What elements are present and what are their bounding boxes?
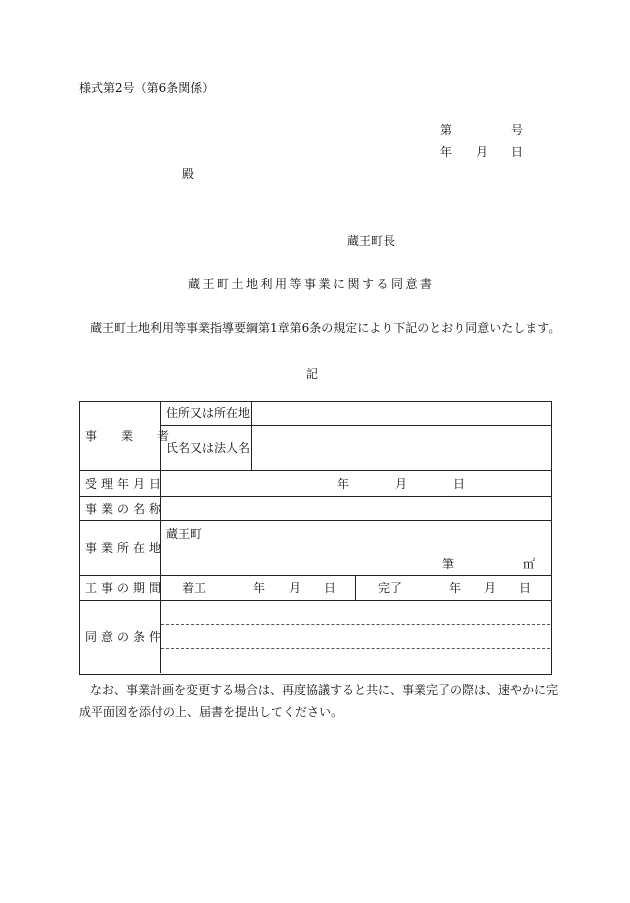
date-day: 日 — [511, 145, 524, 159]
start-label: 着工 — [182, 581, 207, 595]
ki-marker: 記 — [306, 367, 319, 381]
receipt-day: 日 — [453, 477, 466, 491]
document-title: 蔵王町土地利用等事業に関する同意書 — [188, 277, 435, 291]
date-year: 年 — [440, 145, 453, 159]
receipt-year: 年 — [337, 477, 350, 491]
lot-label: 筆 — [442, 557, 455, 571]
note-line-2: 成平面図を添付の上、届書を提出してください。 — [79, 705, 344, 719]
project-name-label: 事業の名称 — [85, 502, 166, 516]
location-prefix: 蔵王町 — [166, 527, 203, 541]
start-year: 年 — [253, 581, 266, 595]
note-line-1: なお、事業計画を変更する場合は、再度協議すると共に、事業完了の際は、速やかに完 — [90, 683, 559, 697]
form-number: 様式第2号（第6条関係） — [79, 81, 215, 95]
body-text: 蔵王町土地利用等事業指導要綱第1章第6条の規定により下記のとおり同意いたします。 — [90, 321, 561, 335]
business-operator-label: 事 業 者 — [85, 429, 176, 443]
end-label: 完了 — [378, 581, 403, 595]
period-label: 工事の期間 — [85, 581, 166, 595]
end-day: 日 — [519, 581, 532, 595]
addressee-honorific: 殿 — [182, 167, 195, 181]
receipt-month: 月 — [395, 477, 408, 491]
end-year: 年 — [449, 581, 462, 595]
receipt-date-label: 受理年月日 — [85, 477, 166, 491]
doc-no-prefix: 第 — [440, 123, 453, 137]
name-label: 氏名又は法人名 — [166, 441, 251, 455]
doc-no-suffix: 号 — [511, 123, 524, 137]
end-month: 月 — [484, 581, 497, 595]
project-location-label: 事業所在地 — [85, 541, 166, 555]
issuer: 蔵王町長 — [347, 234, 396, 248]
area-unit: ㎡ — [523, 557, 536, 571]
date-month: 月 — [476, 145, 489, 159]
start-month: 月 — [289, 581, 302, 595]
address-label: 住所又は所在地 — [166, 406, 251, 420]
start-day: 日 — [324, 581, 337, 595]
conditions-label: 同意の条件 — [85, 630, 166, 644]
